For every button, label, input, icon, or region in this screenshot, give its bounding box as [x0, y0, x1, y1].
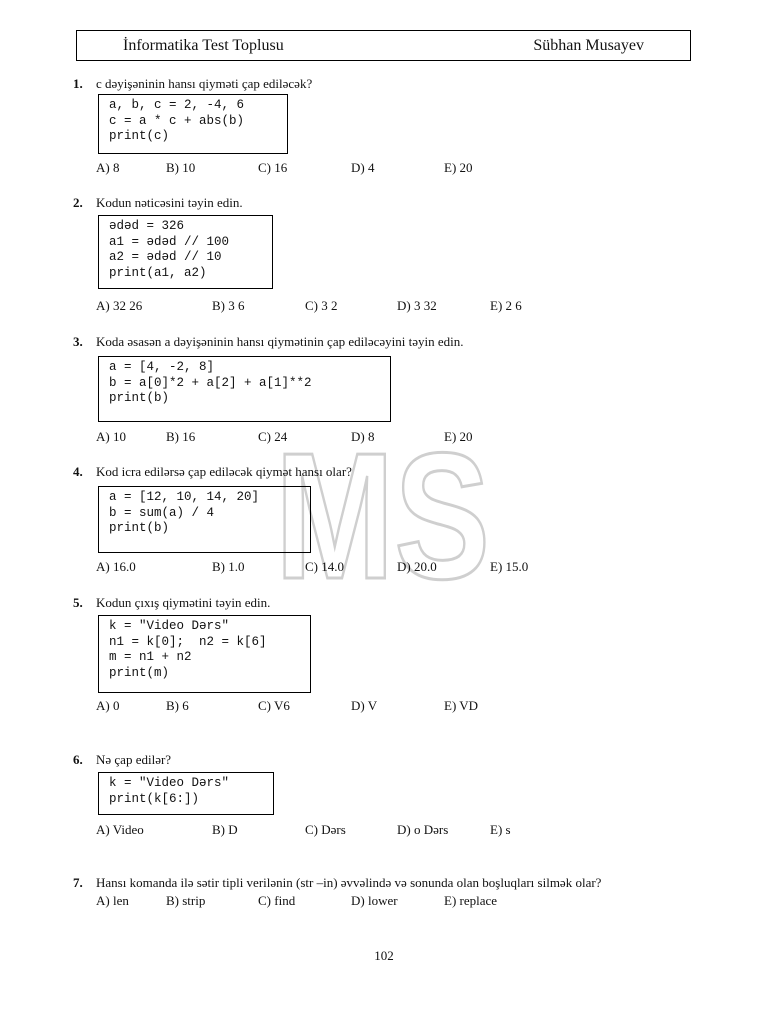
svg-text:MS: MS	[275, 438, 490, 588]
question-text: Hansı komanda ilə sətir tipli verilənin (str –in) əvvəlində və sonunda olan boşluqları silmək olar?	[96, 875, 602, 890]
option-b[interactable]: B) 1.0	[212, 559, 245, 574]
code-block: k = "Video Dərs" print(k[6:])	[98, 772, 274, 815]
page-header	[76, 30, 691, 61]
question-text: Kod icra edilərsə çap ediləcək qiymət hansı olar?	[96, 464, 352, 479]
question-number: 5.	[73, 595, 83, 610]
question-text: Koda əsasən a dəyişəninin hansı qiymətinin çap ediləcəyini təyin edin.	[96, 334, 464, 349]
question-number: 6.	[73, 752, 83, 767]
option-a[interactable]: A) 0	[96, 698, 120, 713]
option-d[interactable]: D) 4	[351, 160, 375, 175]
header-title: İnformatika Test Toplusu	[123, 37, 284, 54]
option-a[interactable]: A) Video	[96, 822, 144, 837]
option-c[interactable]: C) 16	[258, 160, 288, 175]
code-block: ədəd = 326 a1 = ədəd // 100 a2 = ədəd // 10 print(a1, a2)	[98, 215, 273, 289]
page-number: 102	[374, 948, 394, 963]
option-e[interactable]: E) replace	[444, 893, 498, 908]
option-e[interactable]: E) 15.0	[490, 559, 529, 574]
option-b[interactable]: B) 3 6	[212, 298, 245, 313]
option-a[interactable]: A) len	[96, 893, 129, 908]
option-c[interactable]: C) 14.0	[305, 559, 344, 574]
option-e[interactable]: E) VD	[444, 698, 479, 713]
option-b[interactable]: B) 10	[166, 160, 196, 175]
question-number: 7.	[73, 875, 83, 890]
question-text: Kodun çıxış qiymətini təyin edin.	[96, 595, 271, 610]
question-number: 1.	[73, 76, 83, 91]
question-number: 4.	[73, 464, 83, 479]
option-c[interactable]: C) 24	[258, 429, 288, 444]
code-block: a = [4, -2, 8] b = a[0]*2 + a[2] + a[1]**2 print(b)	[98, 356, 391, 422]
option-b[interactable]: B) 6	[166, 698, 189, 713]
option-d[interactable]: D) lower	[351, 893, 398, 908]
option-b[interactable]: B) strip	[166, 893, 206, 908]
header-author: Sübhan Musayev	[533, 37, 644, 54]
option-d[interactable]: D) V	[351, 698, 378, 713]
option-b[interactable]: B) D	[212, 822, 238, 837]
option-d[interactable]: D) 3 32	[397, 298, 437, 313]
option-a[interactable]: A) 16.0	[96, 559, 136, 574]
option-c[interactable]: C) V6	[258, 698, 290, 713]
question-text: Kodun nəticəsini təyin edin.	[96, 195, 243, 210]
option-c[interactable]: C) find	[258, 893, 296, 908]
question-text: Nə çap edilər?	[96, 752, 172, 767]
option-d[interactable]: D) 8	[351, 429, 375, 444]
option-d[interactable]: D) 20.0	[397, 559, 437, 574]
question-number: 3.	[73, 334, 83, 349]
option-e[interactable]: E) s	[490, 822, 511, 837]
option-c[interactable]: C) 3 2	[305, 298, 338, 313]
option-e[interactable]: E) 20	[444, 160, 473, 175]
option-a[interactable]: A) 8	[96, 160, 120, 175]
option-c[interactable]: C) Dərs	[305, 822, 346, 837]
code-block: a = [12, 10, 14, 20] b = sum(a) / 4 print(b)	[98, 486, 311, 553]
option-a[interactable]: A) 10	[96, 429, 126, 444]
question-number: 2.	[73, 195, 83, 210]
question-text: c dəyişəninin hansı qiyməti çap ediləcək?	[96, 76, 313, 91]
code-block: k = "Video Dərs" n1 = k[0]; n2 = k[6] m = n1 + n2 print(m)	[98, 615, 311, 693]
option-b[interactable]: B) 16	[166, 429, 196, 444]
option-e[interactable]: E) 20	[444, 429, 473, 444]
option-e[interactable]: E) 2 6	[490, 298, 522, 313]
option-a[interactable]: A) 32 26	[96, 298, 143, 313]
option-d[interactable]: D) o Dərs	[397, 822, 449, 837]
code-block: a, b, c = 2, -4, 6 c = a * c + abs(b) print(c)	[98, 94, 288, 154]
